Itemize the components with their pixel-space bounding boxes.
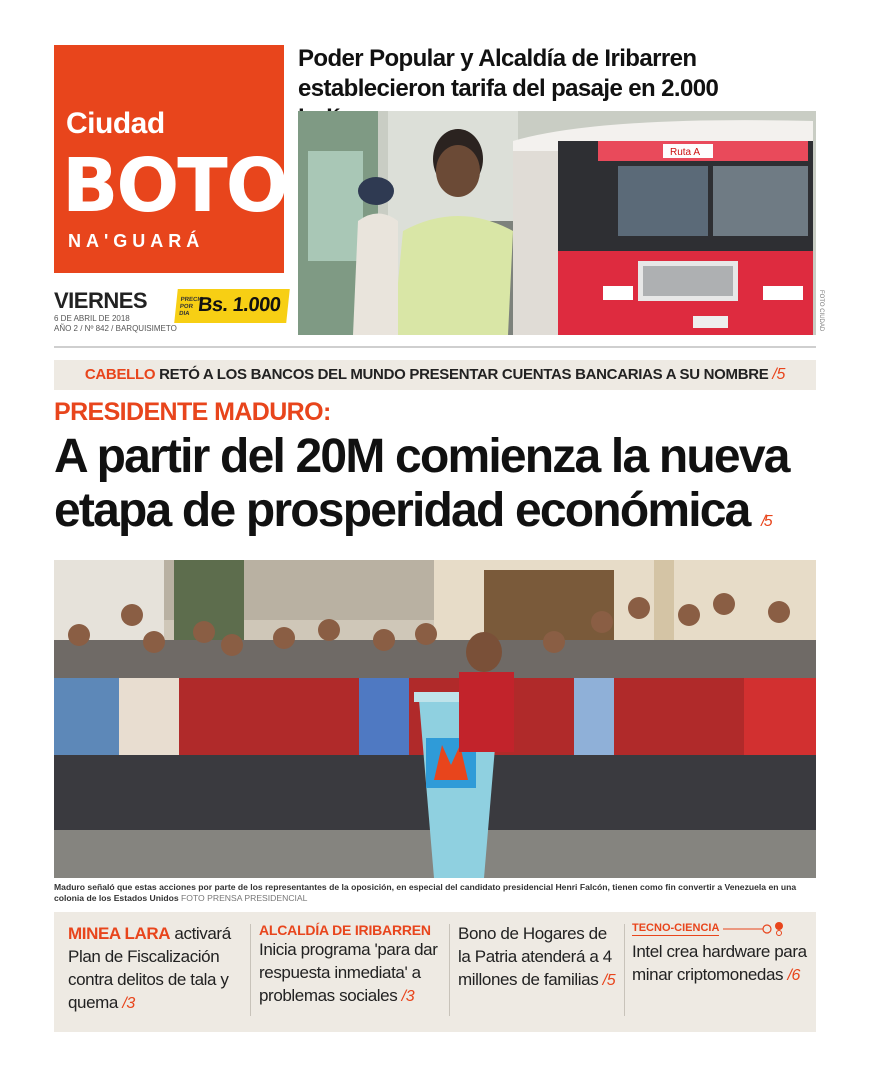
column-divider bbox=[449, 924, 450, 1016]
issue-number: AÑO 2 / Nº 842 / BARQUISIMETO bbox=[54, 324, 177, 333]
bottom-story-1-text: activará Plan de Fiscalización contra delitos de tala y quema bbox=[68, 924, 231, 1012]
top-story-headline-text: Poder Popular y Alcaldía de Iribarren establecieron tarifa del pasaje en 2.000 bbox=[298, 45, 719, 102]
price-tag bbox=[174, 289, 290, 323]
issue-day: VIERNES bbox=[54, 288, 148, 313]
caption-text: Maduro señaló que estas acciones por parte de los representantes de la oposición, en especial del candidato presidencial Henri Falcón, tienen como fin convertir a Venezuela en una colonia de los Estados Unidos bbox=[54, 882, 797, 903]
divider bbox=[54, 346, 816, 348]
masthead-logo bbox=[54, 45, 287, 273]
bottom-story-3-ref: /5 bbox=[602, 972, 616, 989]
issue-date: 6 DE ABRIL DE 2018 bbox=[54, 314, 130, 323]
main-kicker: PRESIDENTE MADURO: bbox=[54, 398, 331, 426]
price-value: Bs. 1.000 bbox=[196, 294, 282, 316]
main-caption bbox=[54, 882, 816, 904]
caption-credit: FOTO PRENSA PRESIDENCIAL bbox=[181, 893, 308, 903]
bottom-story-4-text: Intel crea hardware para minar criptomonedas bbox=[632, 942, 807, 984]
bottom-story-4-label: TECNO-CIENCIA bbox=[632, 922, 720, 934]
main-headline[interactable] bbox=[54, 430, 824, 549]
logo-boto: BOTO bbox=[62, 143, 287, 229]
bottom-story-2-label: ALCALDÍA DE IRIBARREN bbox=[259, 922, 431, 938]
main-headline-text: A partir del 20M comienza la nueva etapa de prosperidad económica bbox=[54, 430, 789, 537]
main-photo-illustration bbox=[54, 560, 816, 878]
bottom-story-2-text: Inicia programa 'para dar respuesta inmediata' a problemas sociales bbox=[259, 940, 438, 1005]
price-note: PRECIO POR DIA bbox=[178, 297, 204, 317]
bus-route-sign: Ruta A bbox=[670, 147, 701, 158]
bus-photo bbox=[298, 111, 816, 335]
column-divider bbox=[624, 924, 625, 1016]
strap-text: RETÓ A LOS BANCOS DEL MUNDO PRESENTAR CUENTAS BANCARIAS A SU NOMBRE bbox=[159, 366, 769, 383]
main-page-ref: /5 bbox=[761, 513, 771, 530]
bottom-story-4[interactable] bbox=[632, 922, 808, 987]
bottom-story-3[interactable] bbox=[458, 922, 618, 992]
bottom-story-4-ref: /6 bbox=[787, 967, 801, 984]
strap-page-ref: /5 bbox=[772, 366, 786, 383]
bus-photo-illustration bbox=[298, 111, 816, 335]
issue-dateline bbox=[54, 314, 184, 334]
main-photo bbox=[54, 560, 816, 878]
bottom-story-3-text: Bono de Hogares de la Patria atenderá a 4 millones de familias bbox=[458, 924, 612, 989]
bottom-story-2-ref: /3 bbox=[401, 988, 415, 1005]
bottom-story-1-ref: /3 bbox=[122, 995, 135, 1012]
logo-ciudad: Ciudad bbox=[66, 107, 165, 140]
strap-highlight: CABELLO bbox=[84, 366, 156, 383]
top-photo-credit: FOTO CIUDAD bbox=[818, 290, 824, 332]
bottom-story-1[interactable] bbox=[68, 922, 246, 1015]
column-divider bbox=[250, 924, 251, 1016]
strap-headline[interactable] bbox=[54, 366, 816, 384]
logo-naguara: NA'GUARÁ bbox=[68, 231, 205, 251]
circuit-icon bbox=[723, 922, 787, 936]
bottom-story-1-highlight: MINEA LARA bbox=[68, 924, 171, 943]
bottom-story-2[interactable] bbox=[259, 922, 445, 1008]
